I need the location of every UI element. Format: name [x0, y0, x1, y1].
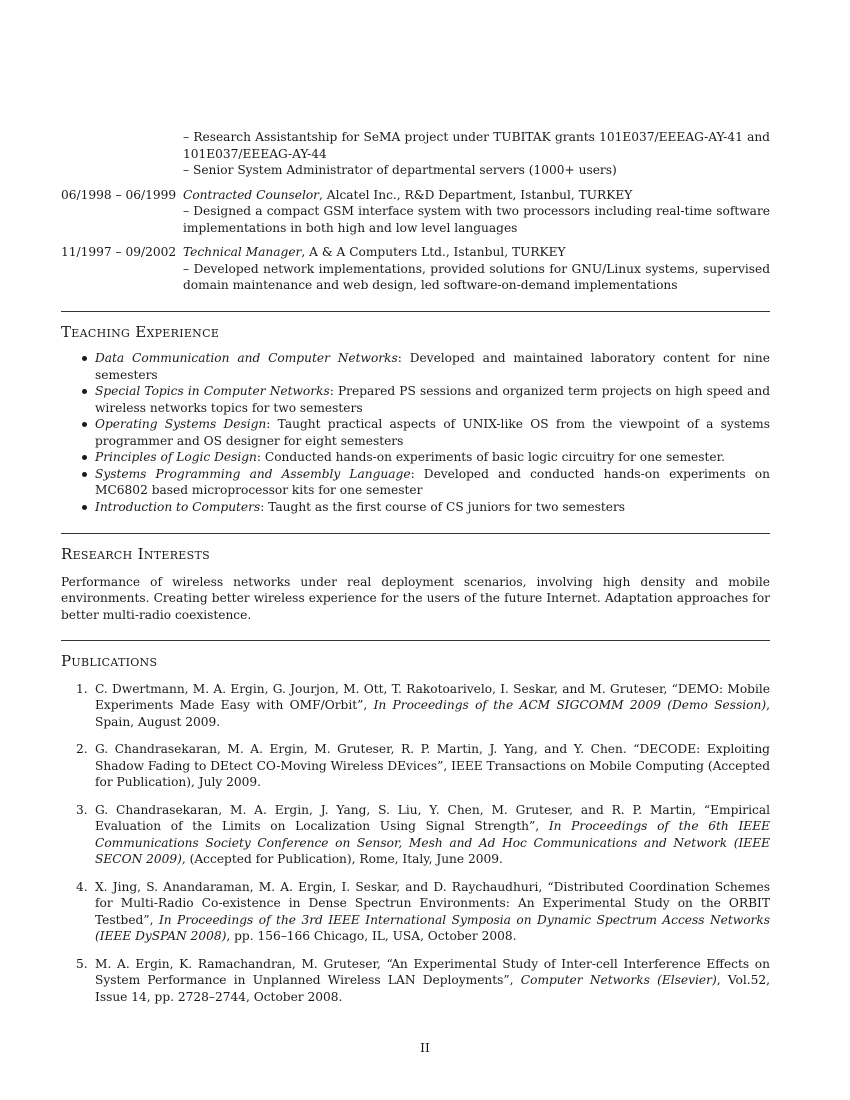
section-divider [61, 533, 770, 534]
experience-date: 06/1998 – 06/1999 [61, 187, 177, 202]
publication-authors-title: G. Chandrasekaran, M. A. Ergin, J. Yang, S. Liu, Y. Chen, M. Gruteser, and R. P. Martin, “Empirical Evaluation of the Limits on Localization Using Signal Strength”, [95, 802, 770, 833]
teaching-item [61, 449, 770, 466]
bullet-icon [82, 505, 87, 510]
publication-item [61, 802, 770, 868]
course-name: Introduction to Computers [95, 499, 261, 514]
section-title-teaching: Teaching Experience [61, 322, 220, 341]
publication-details: , Spain, August 2009. [95, 698, 770, 729]
section-divider [61, 311, 770, 312]
teaching-item [61, 383, 770, 416]
bullet-icon [82, 472, 87, 477]
section-title-publications: Publications [61, 652, 158, 670]
experience-line: – Research Assistantship for SeMA project under TUBITAK grants 101E037/EEEAG-AY-41 and 101E037/EEEAG-AY-44 [183, 130, 770, 161]
publication-venue: Computer Networks (Elsevier) [520, 973, 717, 987]
course-name: Special Topics in Computer Networks [95, 384, 330, 398]
teaching-item [61, 466, 770, 499]
publication-details: , Vol.52, Issue 14, pp. 2728–2744, October 2008. [95, 973, 771, 1004]
experience-date: 11/1997 – 09/2002 [61, 245, 177, 259]
course-name: Principles of Logic Design [95, 450, 257, 464]
bullet-icon [82, 356, 87, 361]
publication-details: , (Accepted for Publication), Rome, Italy, June 2009. [181, 852, 503, 866]
teaching-item [61, 416, 770, 449]
course-description: : Developed and conducted hands-on experiments on MC6802 based microprocessor kits for one semester [95, 466, 770, 497]
page-content [61, 129, 770, 1016]
experience-continued [61, 129, 770, 294]
publication-item [61, 681, 770, 731]
course-name: Data Communication and Computer Networks [95, 351, 398, 365]
course-description: : Taught practical aspects of UNIX-like OS from the viewpoint of a systems programmer and OS designer for eight semesters [95, 417, 770, 448]
course-name: Operating Systems Design [95, 417, 267, 431]
teaching-list [61, 350, 770, 515]
experience-role: Contracted Counselor [183, 187, 320, 202]
publication-authors-title: C. Dwertmann, M. A. Ergin, G. Jourjon, M. Ott, T. Rakotoarivelo, I. Seskar, and M. Gruteser, “DEMO: Mobile Experiments Made Easy with OMF/Orbit”, [95, 681, 770, 712]
publication-item [61, 741, 770, 791]
course-description: : Taught as the first course of CS juniors for two semesters [260, 499, 626, 514]
experience-role: Technical Manager [183, 245, 302, 259]
experience-details: – Designed a compact GSM interface system with two processors including real-time software implementations in both high and low level languages [183, 204, 770, 235]
publication-authors-title: G. Chandrasekaran, M. A. Ergin, M. Gruteser, R. P. Martin, J. Yang, and Y. Chen. “DECODE: Exploiting Shadow Fading to DEtect CO-Moving Wireless DEvices”, IEEE Transactions on Mobile Computing (Accepted for Publication), July 2009. [95, 742, 770, 789]
publication-number: 3. [76, 802, 88, 817]
publication-item [61, 879, 770, 945]
course-description: : Conducted hands-on experiments of basic logic circuitry for one semester. [256, 450, 725, 464]
publication-number: 4. [76, 879, 88, 894]
publication-venue: In Proceedings of the 6th IEEE Communications Society Conference on Sensor, Mesh and Ad Hoc Communications and Network (IEEE SECON 2009) [95, 819, 770, 866]
experience-org: , Alcatel Inc., R&D Department, Istanbul, TURKEY [319, 187, 633, 202]
course-name: Systems Programming and Assembly Language [95, 466, 411, 481]
publication-authors-title: M. A. Ergin, K. Ramachandran, M. Gruteser, “An Experimental Study of Inter-cell Interference Effects on System Performance in Unplanned Wireless LAN Deployments”, [95, 956, 770, 987]
course-description: : Prepared PS sessions and organized term projects on high speed and wireless networks topics for two semesters [95, 384, 771, 415]
bullet-icon [82, 455, 87, 460]
publication-number: 2. [76, 742, 88, 756]
publication-list [61, 681, 770, 1006]
bullet-icon [82, 389, 87, 394]
research-text: Performance of wireless networks under real deployment scenarios, involving high density and mobile environments. Creating better wireless experience for the users of the future Internet. Adaptation approaches for better multi-radio coexistence. [61, 574, 770, 622]
publication-authors-title: X. Jing, S. Anandaraman, M. A. Ergin, I. Seskar, and D. Raychaudhuri, “Distributed Coordination Schemes for Multi-Radio Co-existence in Dense Spectrun Environments: An Experimental Study on the ORBIT Testbed”, [95, 879, 770, 927]
section-divider [61, 640, 770, 641]
experience-entry [61, 244, 770, 294]
experience-org: , A & A Computers Ltd., Istanbul, TURKEY [301, 245, 566, 259]
teaching-item [61, 499, 770, 516]
teaching-item [61, 350, 770, 383]
publication-venue: In Proceedings of the ACM SIGCOMM 2009 (Demo Session) [373, 698, 767, 712]
bullet-icon [82, 422, 87, 427]
experience-details: – Developed network implementations, provided solutions for GNU/Linux systems, supervised domain maintenance and web design, led software-on-demand implementations [183, 261, 770, 292]
publication-venue: In Proceedings of the 3rd IEEE International Symposia on Dynamic Spectrum Access Networks (IEEE DySPAN 2008) [95, 912, 770, 943]
course-description: : Developed and maintained laboratory content for nine semesters [95, 351, 770, 382]
section-title-research: Research Interests [61, 545, 210, 563]
experience-entry [61, 187, 770, 237]
publication-details: , pp. 156–166 Chicago, IL, USA, October 2008. [226, 929, 517, 943]
experience-line: – Senior System Administrator of departmental servers (1000+ users) [183, 163, 617, 177]
page-number: II [420, 1041, 430, 1055]
publication-item [61, 956, 770, 1006]
publication-number: 5. [76, 956, 88, 971]
publication-number: 1. [76, 681, 88, 696]
